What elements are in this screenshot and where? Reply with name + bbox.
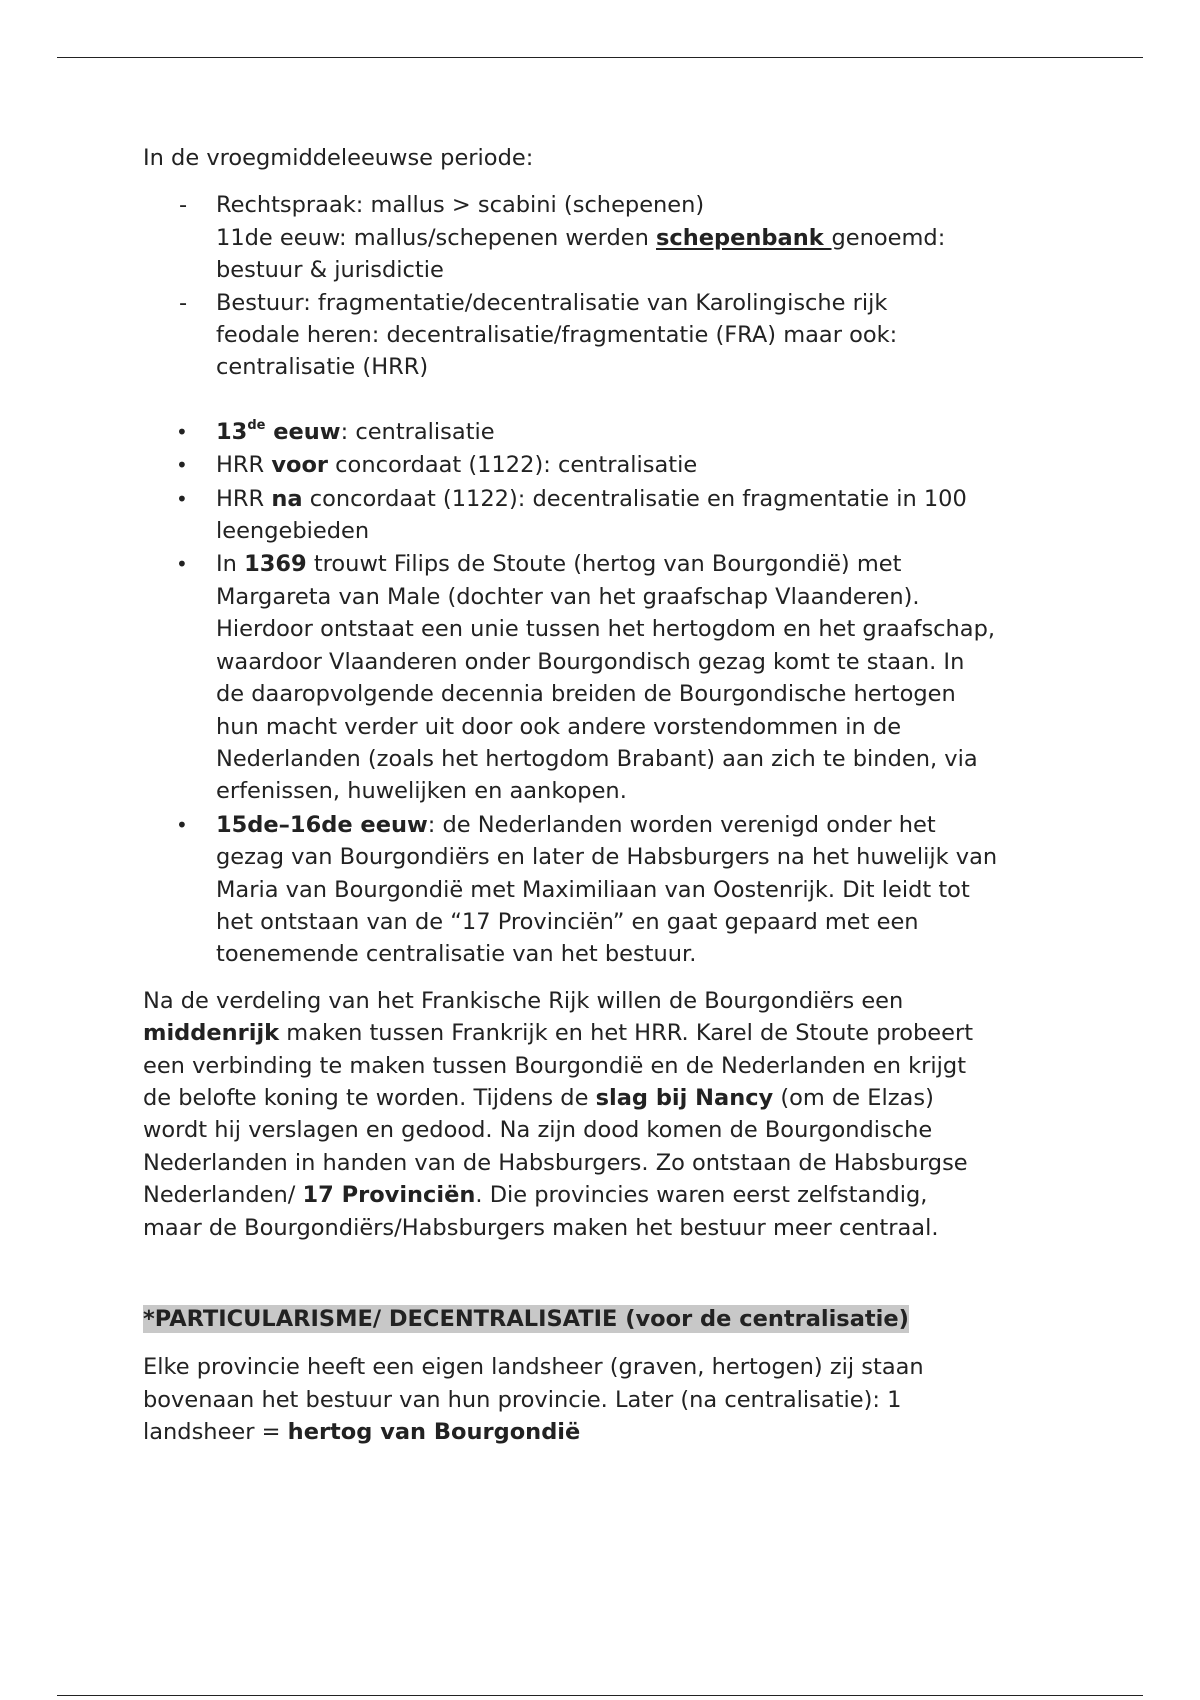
text-run: HRR (216, 452, 272, 479)
bold-term: eeuw (265, 418, 341, 445)
bold-term: 17 Provinciën (302, 1182, 476, 1209)
text-run: trouwt Filips de Stoute (hertog van Bourgondië) met (306, 551, 902, 578)
bold-term: slag bij Nancy (595, 1084, 774, 1111)
bold-term: 15de–16de eeuw (216, 811, 428, 838)
text-run: concordaat (1122): decentralisatie en fragmentatie in 100 (302, 485, 967, 512)
text-run: Nederlanden/ (143, 1182, 303, 1209)
footer-rule (57, 1695, 1143, 1696)
paragraph-frankische-rijk (143, 985, 1083, 1244)
line: waardoor Vlaanderen onder Bourgondisch gezag komt te staan. In (216, 648, 965, 675)
paragraph-landsheer (143, 1351, 1083, 1448)
text-run: de belofte koning te worden. Tijdens de (143, 1084, 596, 1111)
line (143, 1179, 1083, 1211)
bold-term: hertog van Bourgondië (287, 1419, 581, 1446)
text-run: : centralisatie (340, 418, 495, 445)
line: gezag van Bourgondiërs en later de Habsburgers na het huwelijk van (216, 844, 998, 871)
line: maar de Bourgondiërs/Habsburgers maken het bestuur meer centraal. (143, 1214, 939, 1241)
line (143, 1416, 1083, 1448)
bullet-item-13de-eeuw (143, 416, 1083, 448)
dash-item-rechtspraak (143, 189, 1083, 286)
line: bestuur & jurisdictie (216, 257, 444, 284)
line: Maria van Bourgondië met Maximiliaan van Oostenrijk. Dit leidt tot (216, 876, 970, 903)
bold-term: na (271, 485, 303, 512)
text-run: (om de Elzas) (773, 1084, 934, 1111)
line: Elke provincie heeft een eigen landsheer (graven, hertogen) zij staan (143, 1354, 924, 1381)
line: toenemende centralisatie van het bestuur. (216, 941, 697, 968)
bullet-marker: • (176, 812, 188, 837)
line: het ontstaan van de “17 Provinciën” en gaat gepaard met een (216, 908, 919, 935)
bullet-marker: • (176, 486, 188, 511)
line (216, 449, 1083, 481)
line: centralisatie (HRR) (216, 354, 429, 381)
bold-term: middenrijk (143, 1020, 280, 1047)
bullet-item-hrr-na (143, 483, 1083, 548)
section-heading: *PARTICULARISME/ DECENTRALISATIE (voor de centralisatie) (143, 1306, 909, 1332)
text-run: genoemd: (831, 224, 946, 251)
line (143, 1082, 1083, 1114)
line (216, 483, 1083, 515)
text-run: In (216, 551, 245, 578)
line: hun macht verder uit door ook andere vorstendommen in de (216, 713, 902, 740)
bullet-marker: • (176, 552, 188, 577)
line: Bestuur: fragmentatie/decentralisatie van Karolingische rijk (216, 289, 888, 316)
header-rule (57, 57, 1143, 58)
bullet-item-15de-16de-eeuw (143, 809, 1083, 971)
line: leengebieden (216, 518, 370, 545)
bullet-marker: • (176, 453, 188, 478)
bold-term: 1369 (244, 551, 307, 578)
line: Rechtspraak: mallus > scabini (schepenen) (216, 192, 705, 219)
line: erfenissen, huwelijken en aankopen. (216, 778, 627, 805)
bold-term: 13 (216, 418, 248, 445)
line: Nederlanden in handen van de Habsburgers. Zo ontstaan de Habsburgse (143, 1149, 968, 1176)
bullet-marker: • (176, 419, 188, 444)
text-run: : de Nederlanden worden verenigd onder het (427, 811, 936, 838)
line: wordt hij verslagen en gedood. Na zijn dood komen de Bourgondische (143, 1117, 933, 1144)
superscript: de (247, 418, 266, 434)
line (216, 416, 1083, 448)
document-body (143, 142, 1083, 1449)
line (216, 809, 1083, 841)
bold-term: voor (271, 452, 329, 479)
bullet-item-1369 (143, 548, 1083, 807)
term-schepenbank: schepenbank (656, 224, 832, 251)
text-run: HRR (216, 485, 272, 512)
line: Margareta van Male (dochter van het graafschap Vlaanderen). (216, 583, 920, 610)
line: Na de verdeling van het Frankische Rijk willen de Bourgondiërs een (143, 987, 904, 1014)
line: Nederlanden (zoals het hertogdom Brabant) aan zich te binden, via (216, 745, 978, 772)
dash-marker: - (179, 289, 188, 316)
section-heading-wrap (143, 1303, 1083, 1335)
line (216, 222, 1083, 254)
intro-paragraph: In de vroegmiddeleeuwse periode: (143, 145, 534, 171)
line: een verbinding te maken tussen Bourgondië en de Nederlanden en krijgt (143, 1052, 967, 1079)
text-run: 11de eeuw: mallus/schepenen werden (216, 224, 657, 251)
text-run: maken tussen Frankrijk en het HRR. Karel de Stoute probeert (279, 1020, 974, 1047)
dash-item-bestuur (143, 287, 1083, 384)
bullet-list (143, 416, 1083, 971)
line (216, 548, 1083, 580)
text-run: landsheer = (143, 1419, 288, 1446)
line: bovenaan het bestuur van hun provincie. Later (na centralisatie): 1 (143, 1386, 902, 1413)
line: Hierdoor ontstaat een unie tussen het hertogdom en het graafschap, (216, 616, 996, 643)
dash-marker: - (179, 192, 188, 219)
text-run: concordaat (1122): centralisatie (328, 452, 698, 479)
dash-list (143, 189, 1083, 383)
text-run: . Die provincies waren eerst zelfstandig, (475, 1182, 928, 1209)
line: feodale heren: decentralisatie/fragmentatie (FRA) maar ook: (216, 322, 898, 349)
line (143, 1017, 1083, 1049)
bullet-item-hrr-voor (143, 449, 1083, 481)
line: de daaropvolgende decennia breiden de Bourgondische hertogen (216, 681, 956, 708)
